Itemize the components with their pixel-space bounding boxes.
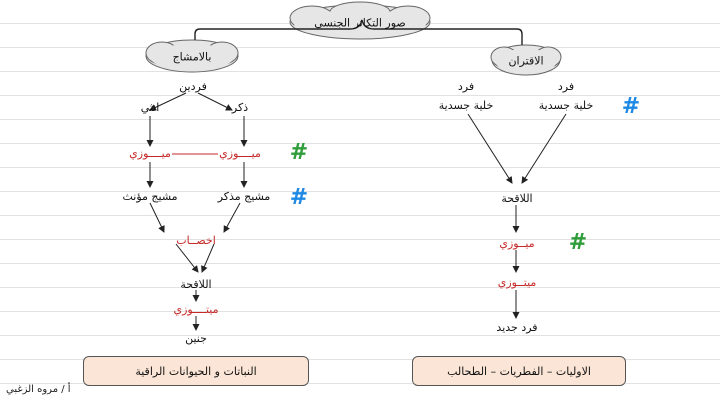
right-zygote-label: اللاقحة bbox=[501, 192, 533, 205]
fertilization-label: اخصــاب bbox=[176, 234, 216, 247]
right-examples-box: الاوليات – الفطريات – الطحالب bbox=[412, 356, 626, 386]
right-individual-1: فرد bbox=[457, 80, 475, 93]
right-individual-2: فرد bbox=[557, 80, 575, 93]
embryo-label: جنين bbox=[185, 332, 207, 345]
author-credit: أ / مروه الزغبي bbox=[6, 384, 71, 395]
right-mitosis-label: ميتــوزي bbox=[497, 276, 537, 289]
right-type-label: الاقتران bbox=[508, 54, 544, 68]
blue-hash-marker-right: # bbox=[621, 94, 641, 119]
right-meiosis-label: ميــوزي bbox=[499, 237, 535, 250]
female-gamete-label: مشيج مؤنث bbox=[122, 190, 178, 203]
green-hash-marker-left: # bbox=[289, 140, 309, 165]
left-type-label: بالامشاج bbox=[172, 50, 212, 64]
left-arrows bbox=[150, 93, 244, 330]
left-zygote-label: اللاقحة bbox=[180, 278, 212, 291]
green-hash-marker-right: # bbox=[568, 230, 588, 255]
diagram-title: صور التكاثر الجنسي bbox=[314, 16, 406, 30]
male-label: ذكر bbox=[231, 101, 249, 114]
body-cell-2-label: خلية جسدية bbox=[538, 99, 594, 112]
blue-hash-marker-left: # bbox=[289, 185, 309, 210]
female-label: انثي bbox=[140, 101, 160, 114]
meiosis-label-male: ميــــوزي bbox=[219, 147, 261, 160]
left-examples-box: النباتات و الحيوانات الراقية bbox=[83, 356, 309, 386]
male-gamete-label: مشيج مذكر bbox=[217, 190, 271, 203]
meiosis-label-female: ميــــوزي bbox=[129, 147, 171, 160]
left-mitosis-label: ميتــــوزي bbox=[173, 303, 219, 316]
parents-label: فردين bbox=[179, 80, 207, 93]
body-cell-1-label: خلية جسدية bbox=[438, 99, 494, 112]
new-individual-label: فرد جديد bbox=[496, 321, 538, 334]
